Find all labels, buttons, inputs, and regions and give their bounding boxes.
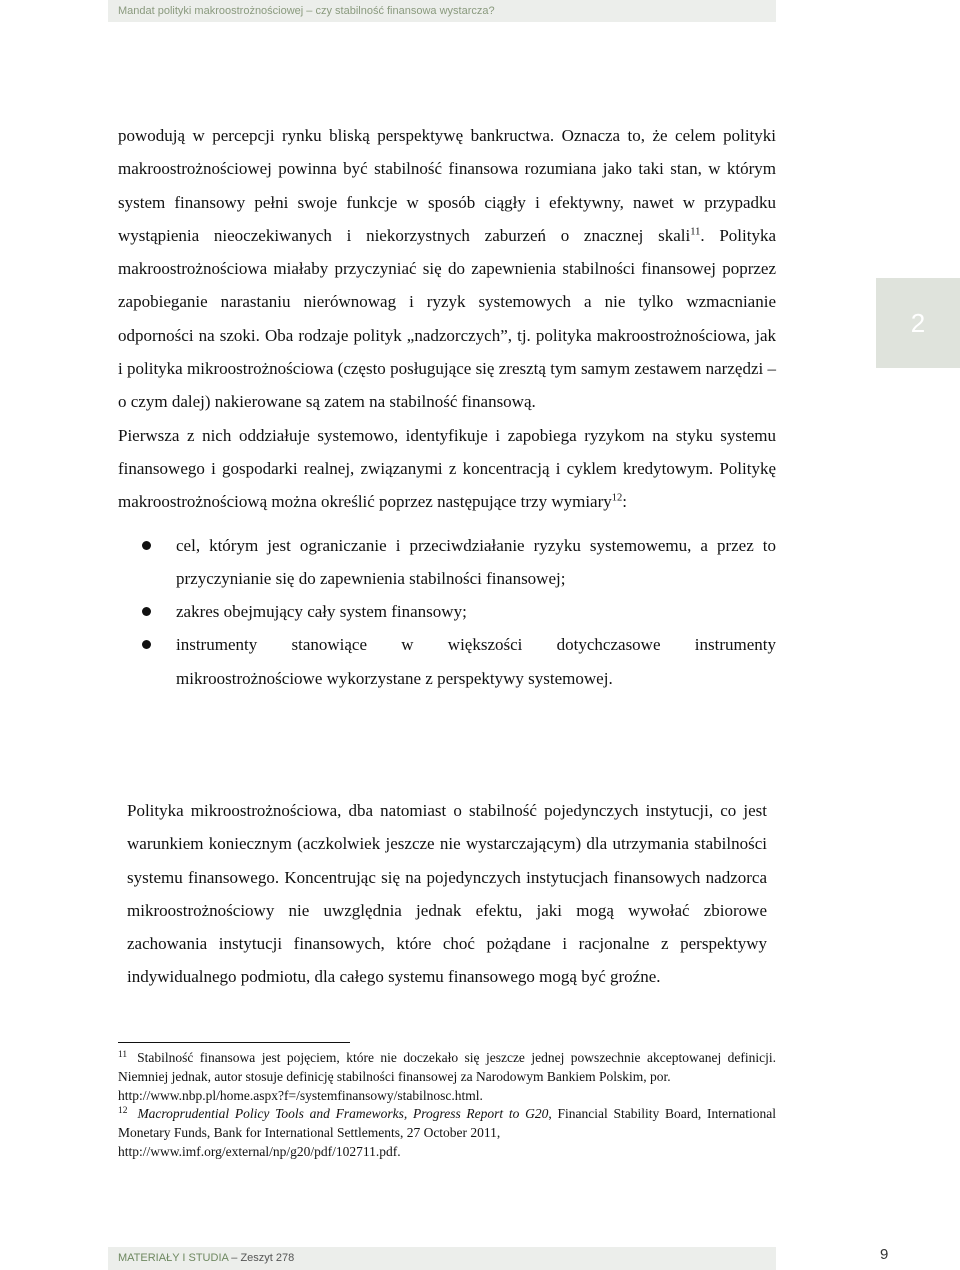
paragraph-1: powodują w percepcji rynku bliską perspektywę bankructwa. Oznacza to, że celem polityki makroostrożnościowej powinna być stabilność finansowa rozumiana jako taki stan, w którym system finansowy pełni swoje funkcje w sposób ciągły i efektywny, nawet w przypadku wystąpienia nieoczekiwanych i niekorzystnych zaburzeń o znacznej skali$^{11}$. Polityka makroostrożnościowa miałaby przyczyniać się do zapewnienia stabilności finansowej poprzez zapobieganie narastaniu nierównowag i ryzyk systemowych a nie tylko wzmacnianie odporności na szoki. Oba rodzaje polityk „nadzorczych”, tj. polityka makroostrożnościowa, jak i polityka mikroostrożnościowa (często posługujące się zresztą tym samym zestawem narzędzi – o czym dalej) nakierowane są zatem na stabilność finansową. <box>118 126 776 412</box>
footnote-11: $^{11}$ Stabilność finansowa jest pojęciem, które nie doczekało się jeszcze jednej powszechnie akceptowanej definicji. Niemniej jednak, autor stosuje definicję stabilności finansowej za Narodowym Bankiem Polskim, por. http://www.nbp.pl/home.aspx?f=/systemfinansowy/stabilnosc.html. <box>118 1049 776 1105</box>
chapter-number: 2 <box>910 307 926 338</box>
footnotes <box>118 1049 776 1162</box>
footnote-12: $^{12}$ Macroprudential Policy Tools and Frameworks, Progress Report to G20, Financial Stability Board, International Monetary Funds, Bank for International Settlements, 27 October 2011, http://www.imf.org/external/np/g20/pdf/102711.pdf. <box>118 1105 776 1161</box>
body-text <box>118 119 776 695</box>
footnote-ref-12[interactable]: 12 <box>611 492 623 504</box>
list-item: zakres obejmujący cały system finansowy; <box>118 595 776 628</box>
footnote-number: 11 <box>118 1049 128 1060</box>
series-name: MATERIAŁY I STUDIA <box>118 1252 229 1264</box>
footnote-link[interactable]: http://www.nbp.pl/home.aspx?f=/systemfinansowy/stabilnosc.html. <box>118 1087 483 1103</box>
running-header <box>108 0 776 22</box>
footnote-link[interactable]: http://www.imf.org/external/np/g20/pdf/102711.pdf. <box>118 1143 401 1159</box>
footnote-ref-11[interactable]: 11 <box>690 226 701 238</box>
list-item: cel, którym jest ograniczanie i przeciwdziałanie ryzyku systemowemu, a przez to przyczynianie się do zapewnienia stabilności finansowej; <box>118 529 776 596</box>
footnote-divider <box>118 1042 350 1043</box>
callout-box <box>127 794 767 994</box>
callout-text: Polityka mikroostrożnościowa, dba natomiast o stabilność pojedynczych instytucji, co jest warunkiem koniecznym (aczkolwiek jeszcze nie wystarczającym) dla utrzymania stabilności systemu finansowego. Koncentrując się na pojedynczych instytucjach finansowych nadzorca mikroostrożnościowy nie uwzględnia jednak efektu, jaki mogą wywołać zbiorowe zachowania instytucji finansowych, które choć pożądane i racjonalne z perspektywy indywidualnego podmiotu, dla całego systemu finansowego mogą być groźne. <box>127 801 767 987</box>
page-number: 9 <box>880 1246 889 1263</box>
chapter-tab <box>876 278 960 368</box>
footnote-number: 12 <box>118 1105 128 1116</box>
issue-label: – Zeszyt 278 <box>228 1252 295 1264</box>
paragraph-2: Pierwsza z nich oddziałuje systemowo, identyfikuje i zapobiega ryzykom na styku systemu finansowego i gospodarki realnej, związanymi z koncentracją i cyklem kredytowym. Politykę makroostrożnościową można określić poprzez następujące trzy wymiary$^{12}$: <box>118 425 776 512</box>
dimensions-list <box>118 529 776 695</box>
page-footer <box>108 1247 776 1270</box>
running-title: Mandat polityki makroostrożnościowej – czy stabilność finansowa wystarcza? <box>118 5 495 17</box>
list-item: instrumenty stanowiące w większości dotychczasowe instrumenty mikroostrożnościowe wykorzystane z perspektywy systemowej. <box>118 628 776 695</box>
